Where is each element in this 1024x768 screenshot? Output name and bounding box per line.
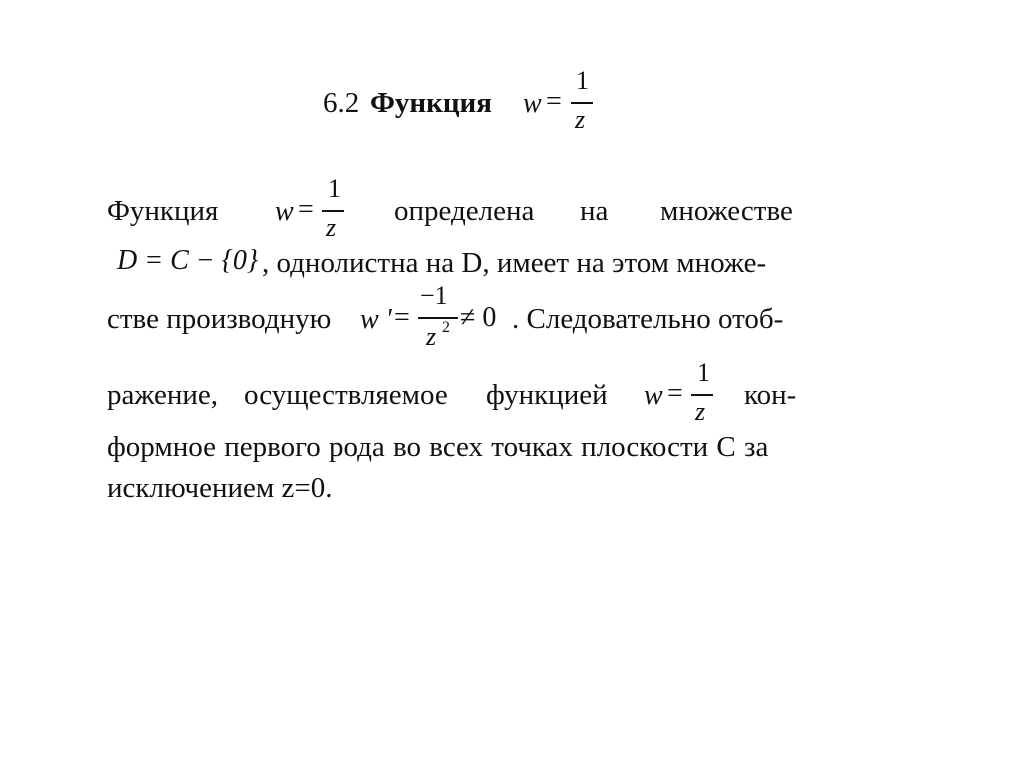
text-run: . Следовательно отоб- <box>512 303 784 335</box>
formula-numerator: 1 <box>576 66 589 95</box>
formula-numerator: 1 <box>697 358 710 387</box>
formula-equals: = <box>546 86 562 117</box>
formula-equals: = <box>394 302 410 333</box>
text-word: функцией <box>486 379 608 411</box>
fraction-bar <box>571 102 593 104</box>
text-word: кон- <box>744 379 797 411</box>
formula-denominator: z <box>326 213 337 242</box>
formula-tail: ≠ 0 <box>460 302 497 333</box>
heading-word: Функция <box>370 87 492 119</box>
formula-lhs: w <box>644 380 663 411</box>
text-word: множестве <box>660 195 793 227</box>
text-run: , однолистна на D, имеет на этом множе- <box>262 247 767 279</box>
formula-denominator: z <box>575 105 586 134</box>
fraction-bar <box>418 317 458 319</box>
fraction-bar <box>322 210 344 212</box>
formula-numerator: −1 <box>420 281 448 310</box>
heading-number: 6.2 <box>323 87 360 119</box>
formula-lhs: w <box>523 88 542 119</box>
formula-denominator: z <box>695 397 706 426</box>
text-word: на <box>580 195 609 227</box>
formula-equals: = <box>667 378 683 409</box>
inline-formula-2: D = C − {0} <box>117 245 259 276</box>
formula-equals: = <box>298 194 314 225</box>
formula-denominator: z <box>426 322 437 351</box>
text-word: определена <box>394 195 535 227</box>
formula-exponent: 2 <box>442 319 450 336</box>
text-run: стве производную <box>107 303 332 335</box>
formula-numerator: 1 <box>328 174 341 203</box>
text-run: формное первого рода во всех точках плоскости C за <box>107 431 769 463</box>
text-word: Функция <box>107 195 219 227</box>
formula-lhs: w ' <box>360 304 392 335</box>
fraction-bar <box>691 394 713 396</box>
formula-lhs: w <box>275 196 294 227</box>
text-word: ражение, <box>107 379 219 411</box>
text-run: исключением z=0. <box>107 472 333 504</box>
text-word: осуществляемое <box>244 379 448 411</box>
